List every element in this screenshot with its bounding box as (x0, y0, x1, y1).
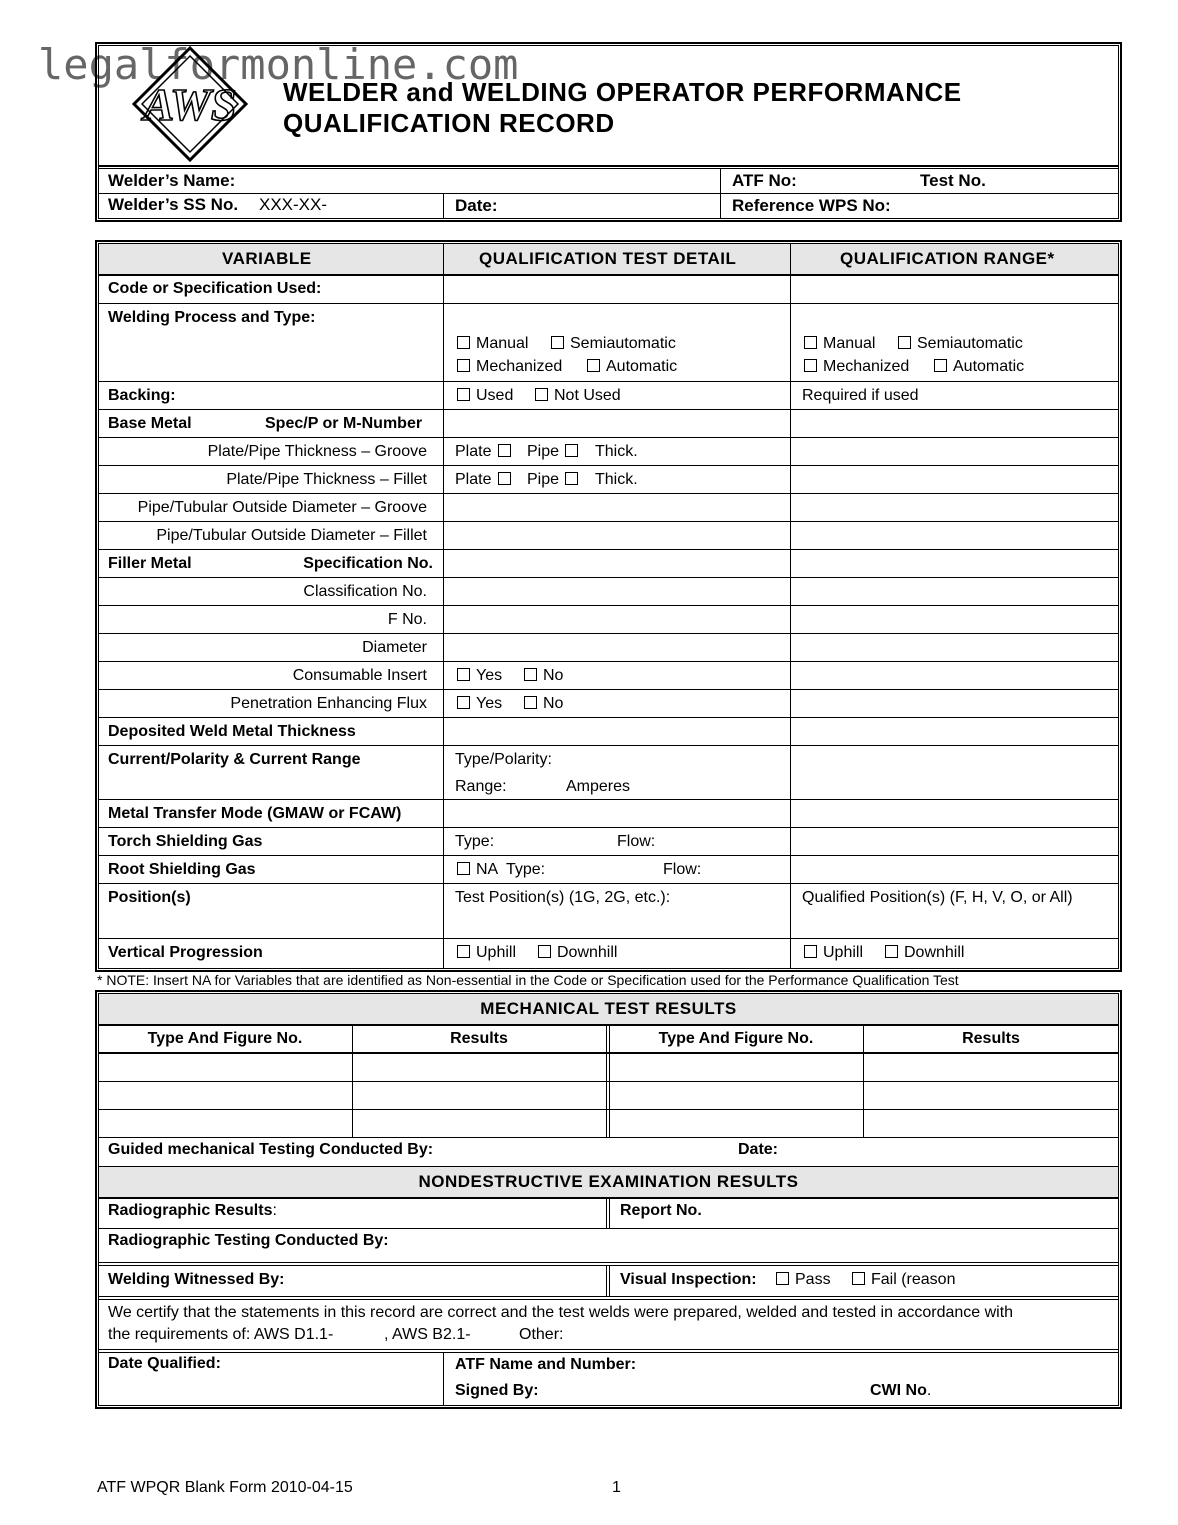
welder-ss-value: XXX-XX- (259, 195, 328, 214)
consumable-yes-option[interactable]: Yes (457, 666, 502, 686)
witnessed-by-label: Welding Witnessed By: (108, 1271, 285, 1288)
mechanical-conducted-by-label: Guided mechanical Testing Conducted By: (108, 1141, 434, 1158)
semiautomatic-checkbox[interactable] (551, 336, 564, 349)
used-checkbox[interactable] (457, 388, 470, 401)
qualified-positions-label: Qualified Position(s) (F, H, V, O, or All) (802, 889, 1073, 906)
date-qualified-label: Date Qualified: (108, 1355, 221, 1372)
detail-semiautomatic-option[interactable]: Semiautomatic (551, 334, 676, 354)
yes-checkbox[interactable] (457, 696, 470, 709)
torch-flow-label: Flow: (617, 833, 656, 850)
pass-checkbox[interactable] (776, 1272, 789, 1285)
type-figure-header-left: Type And Figure No. (147, 1030, 303, 1047)
root-flow-label: Flow: (663, 861, 702, 878)
range-downhill-option[interactable]: Downhill (885, 943, 964, 963)
aws-logo (130, 44, 250, 164)
manual-checkbox[interactable] (457, 336, 470, 349)
test-no-label: Test No. (920, 171, 986, 190)
mechanical-date-label: Date: (738, 1141, 779, 1158)
form-title-line2: QUALIFICATION RECORD (283, 108, 615, 138)
atf-no-label: ATF No: (732, 171, 797, 190)
uphill-checkbox[interactable] (457, 945, 470, 958)
results-header-left: Results (450, 1030, 508, 1047)
detail-uphill-option[interactable]: Uphill (457, 943, 516, 963)
atf-name-number-label: ATF Name and Number: (455, 1356, 637, 1373)
col-detail-header: QUALIFICATION TEST DETAIL (479, 249, 737, 268)
metal-transfer-label: Metal Transfer Mode (GMAW or FCAW) (108, 805, 402, 822)
flux-yes-option[interactable]: Yes (457, 694, 502, 714)
f-no-label: F No. (387, 611, 427, 628)
yes-checkbox[interactable] (457, 668, 470, 681)
base-metal-label: Base Metal (108, 415, 192, 432)
downhill-checkbox[interactable] (538, 945, 551, 958)
cwi-no-label: CWI No. (870, 1382, 932, 1399)
fail-checkbox[interactable] (852, 1272, 865, 1285)
col-variable-header: VARIABLE (222, 249, 312, 268)
diameter-label: Diameter (362, 639, 427, 656)
groove-thick-label: Thick. (595, 443, 638, 460)
specification-no-label: Specification No. (303, 555, 433, 572)
non-essential-note: * NOTE: Insert NA for Variables that are identified as Non-essential in the Code or Specification used for the Performance Qualification Test (97, 972, 959, 988)
automatic-checkbox[interactable] (934, 359, 947, 372)
amperes-label: Amperes (566, 778, 631, 795)
required-if-used-text: Required if used (802, 387, 919, 404)
torch-type-label: Type: (455, 833, 495, 850)
certify-line1: We certify that the statements in this record are correct and the test welds were prepared, welded and tested in accordance with (108, 1304, 1014, 1321)
thickness-groove-label: Plate/Pipe Thickness – Groove (207, 443, 427, 460)
signed-by-label: Signed By: (455, 1382, 539, 1399)
range-manual-option[interactable]: Manual (804, 334, 875, 354)
pipe-checkbox[interactable] (565, 472, 578, 485)
od-groove-label: Pipe/Tubular Outside Diameter – Groove (137, 499, 427, 516)
current-polarity-label: Current/Polarity & Current Range (108, 751, 361, 768)
no-checkbox[interactable] (524, 668, 537, 681)
backing-not-used-option[interactable]: Not Used (535, 386, 621, 406)
classification-no-label: Classification No. (303, 583, 427, 600)
nde-title: NONDESTRUCTIVE EXAMINATION RESULTS (418, 1172, 799, 1191)
page-number: 1 (612, 1479, 621, 1496)
not-used-checkbox[interactable] (535, 388, 548, 401)
detail-mechanized-option[interactable]: Mechanized (457, 357, 562, 377)
mechanical-title: MECHANICAL TEST RESULTS (480, 999, 737, 1018)
no-checkbox[interactable] (524, 696, 537, 709)
visual-fail-option[interactable]: Fail (reason (852, 1270, 955, 1290)
na-checkbox[interactable] (457, 862, 470, 875)
col-range-header: QUALIFICATION RANGE* (840, 249, 1055, 268)
range-automatic-option[interactable]: Automatic (934, 357, 1024, 377)
detail-manual-option[interactable]: Manual (457, 334, 528, 354)
report-no-label: Report No. (620, 1202, 702, 1219)
fillet-pipe-option[interactable]: Pipe (527, 470, 584, 490)
root-gas-label: Root Shielding Gas (108, 861, 256, 878)
certify-d11: the requirements of: AWS D1.1- (108, 1326, 334, 1343)
deposited-thickness-label: Deposited Weld Metal Thickness (108, 723, 356, 740)
process-label: Welding Process and Type: (108, 309, 316, 326)
backing-used-option[interactable]: Used (457, 386, 513, 406)
mechanized-checkbox[interactable] (804, 359, 817, 372)
watermark-text: legalformonline.com (38, 40, 519, 89)
mechanized-checkbox[interactable] (457, 359, 470, 372)
filler-metal-label: Filler Metal (108, 555, 192, 572)
fillet-plate-option[interactable]: Plate (455, 470, 517, 490)
date-label: Date: (455, 196, 498, 215)
visual-pass-option[interactable]: Pass (776, 1270, 831, 1290)
pipe-checkbox[interactable] (565, 444, 578, 457)
thickness-fillet-label: Plate/Pipe Thickness – Fillet (226, 471, 427, 488)
vertical-progression-label: Vertical Progression (108, 944, 263, 961)
reference-wps-label: Reference WPS No: (732, 196, 891, 215)
flux-no-option[interactable]: No (524, 694, 563, 714)
welder-name-label: Welder’s Name: (108, 171, 236, 190)
type-polarity-label: Type/Polarity: (455, 751, 552, 768)
detail-automatic-option[interactable]: Automatic (587, 357, 677, 377)
downhill-checkbox[interactable] (885, 945, 898, 958)
root-na-option[interactable]: NA Type: (457, 860, 545, 880)
backing-label: Backing: (108, 387, 176, 404)
plate-checkbox[interactable] (498, 472, 511, 485)
consumable-insert-label: Consumable Insert (292, 667, 427, 684)
positions-label: Position(s) (108, 889, 191, 906)
od-fillet-label: Pipe/Tubular Outside Diameter – Fillet (156, 527, 427, 544)
aws-logo-text: AWS (143, 79, 237, 130)
visual-inspection-label: Visual Inspection: (620, 1271, 757, 1288)
range-semiautomatic-option[interactable]: Semiautomatic (898, 334, 1023, 354)
radiographic-results-label: Radiographic Results: (108, 1202, 277, 1219)
type-figure-header-right: Type And Figure No. (658, 1030, 814, 1047)
range-uphill-option[interactable]: Uphill (804, 943, 863, 963)
groove-plate-option[interactable]: Plate (455, 442, 517, 462)
manual-checkbox[interactable] (804, 336, 817, 349)
form-id-footer: ATF WPQR Blank Form 2010-04-15 (97, 1479, 353, 1496)
automatic-checkbox[interactable] (587, 359, 600, 372)
spec-p-m-label: Spec/P or M-Number (265, 415, 423, 432)
results-header-right: Results (962, 1030, 1020, 1047)
radiographic-by-label: Radiographic Testing Conducted By: (108, 1232, 389, 1249)
certify-other: Other: (519, 1326, 564, 1343)
range-label: Range: (455, 778, 507, 795)
plate-checkbox[interactable] (498, 444, 511, 457)
consumable-no-option[interactable]: No (524, 666, 563, 686)
penetration-flux-label: Penetration Enhancing Flux (230, 695, 427, 712)
semiautomatic-checkbox[interactable] (898, 336, 911, 349)
detail-downhill-option[interactable]: Downhill (538, 943, 617, 963)
fillet-thick-label: Thick. (595, 471, 638, 488)
certify-b21: , AWS B2.1- (384, 1326, 471, 1343)
uphill-checkbox[interactable] (804, 945, 817, 958)
test-positions-label: Test Position(s) (1G, 2G, etc.): (455, 889, 671, 906)
range-mechanized-option[interactable]: Mechanized (804, 357, 909, 377)
code-spec-label: Code or Specification Used: (108, 280, 322, 297)
groove-pipe-option[interactable]: Pipe (527, 442, 584, 462)
form-title-line1: WELDER and WELDING OPERATOR PERFORMANCE (283, 77, 962, 107)
torch-gas-label: Torch Shielding Gas (108, 833, 263, 850)
welder-ss-label: Welder’s SS No. (108, 195, 239, 214)
